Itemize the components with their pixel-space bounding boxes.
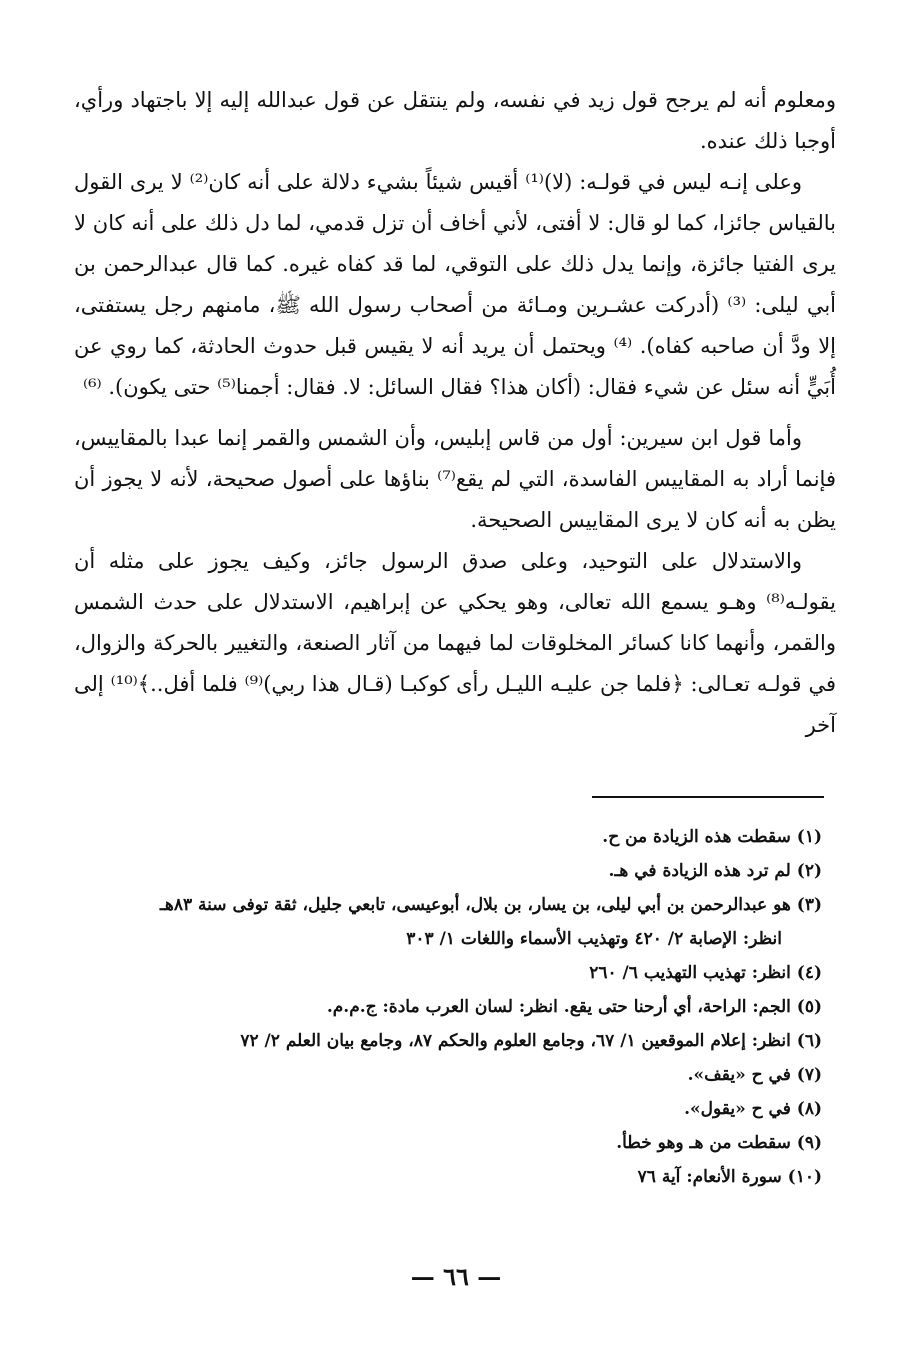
paragraph: وأما قول ابن سيرين: أول من قاس إبليس، وأن الشمس والقمر إنما عبدا بالمقاييس، فإنما أراد به المقاييس الفاسدة، التي لم يقع⁽⁷⁾ بناؤها على أصول صحيحة، لأنه لا يجوز أن يظن به أنه كان لا يرى المقاييس الصحيحة. <box>74 426 836 532</box>
footnotes <box>90 820 822 1194</box>
page-number: — ٦٦ — <box>410 1262 502 1291</box>
footnote: (٨) في ح «يقول». <box>684 1099 822 1119</box>
footnote: (٣) هو عبدالرحمن بن أبي ليلى، بن يسار، بن بلال، أبوعيسى، تابعي جليل، ثقة توفى سنة ٨٣هـ <box>159 895 822 915</box>
footnote: (٤) انظر: تهذيب التهذيب ٦/ ٢٦٠ <box>589 963 822 983</box>
footnote: (١٠) سورة الأنعام: آية ٧٦ <box>637 1167 822 1187</box>
footnote-continuation: انظر: الإصابة ٢/ ٤٢٠ وتهذيب الأسماء واللغات ١/ ٣٠٣ <box>406 929 782 949</box>
footnote: (٧) في ح «يقف». <box>687 1065 822 1085</box>
paragraph: والاستدلال على التوحيد، وعلى صدق الرسول جائز، وكيف يجوز على مثله أن يقولـه⁽⁸⁾ وهـو يسمع الله تعالى، وهو يحكي عن إبراهيم، الاستدلال على حدث الشمس والقمر، وأنهما كانا كسائر المخلوقات لما فيهما من آثار الصنعة، والتغيير بالحركة والزوال، في قولـه تعـالى: ﴿فلما جن عليـه الليـل رأى كوكبـا (قـال هذا ربي)⁽⁹⁾ فلما أفل..﴾⁽¹⁰⁾ إلى آخر <box>74 549 836 737</box>
footnote: (٦) انظر: إعلام الموقعين ١/ ٦٧، وجامع العلوم والحكم ٨٧، وجامع بيان العلم ٢/ ٧٢ <box>240 1031 822 1051</box>
footnote: (٥) الجم: الراحة، أي أرحنا حتى يقع. انظر: لسان العرب مادة: ج.م.م. <box>326 997 822 1017</box>
footnote-separator <box>592 796 824 798</box>
footnote: (٢) لم ترد هذه الزيادة في هـ. <box>608 861 822 881</box>
footnote: (١) سقطت هذه الزيادة من ح. <box>602 827 822 847</box>
paragraph: ومعلوم أنه لم يرجح قول زيد في نفسه، ولم ينتقل عن قول عبدالله إليه إلا باجتهاد ورأي، أوجبا ذلك عنده. <box>74 88 836 153</box>
paragraph: وعلى إنـه ليس في قولـه: (لا)⁽¹⁾ أقيس شيئاً بشيء دلالة على أنه كان⁽²⁾ لا يرى القول بالقياس جائزا، كما لو قال: لا أفتى، لأني أخاف أن تزل قدمي، لما دل ذلك على أنه كان لا يرى الفتيا جائزة، وإنما يدل ذلك على التوقي، لما قد كفاه غيره. كما قال عبدالرحمن بن أبي ليلى: ⁽³⁾ (أدركت عشـرين ومـائة من أصحاب رسول الله ﷺ، مامنهم رجل يستفتى، إلا ودَّ أن صاحبه كفاه). ⁽⁴⁾ ويحتمل أن يريد أنه لا يقيس قبل حدوث الحادثة، كما روي عن أُبَيٍّ أنه سئل عن شيء فقال: (أكان هذا؟ فقال السائل: لا. فقال: أجمنا⁽⁵⁾ حتى يكون). ⁽⁶⁾ <box>74 170 837 399</box>
main-body <box>74 80 836 746</box>
footnote: (٩) سقطت من هـ وهو خطأ. <box>616 1133 822 1153</box>
